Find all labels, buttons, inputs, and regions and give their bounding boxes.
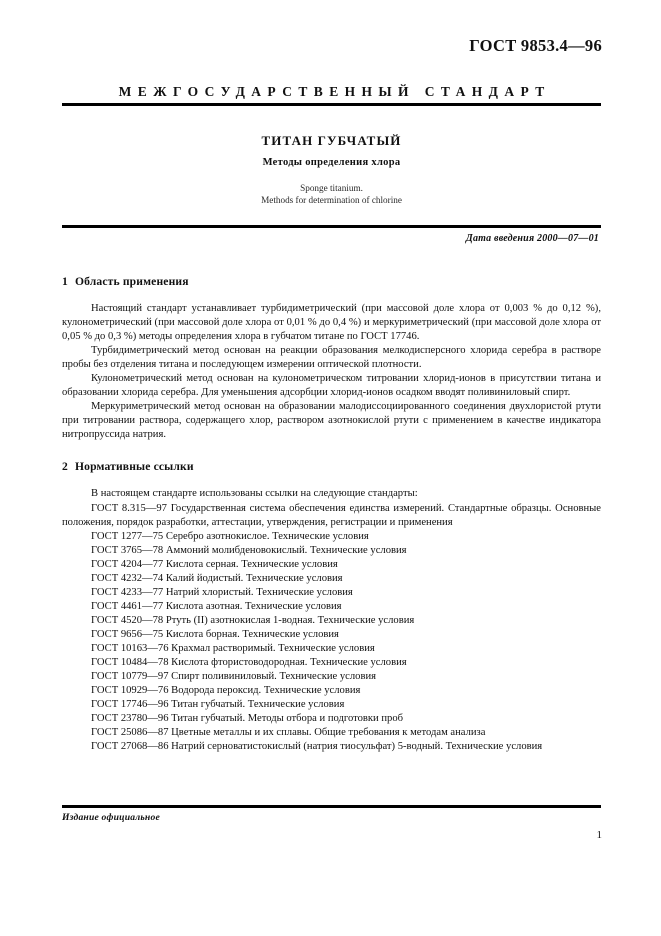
date-rule — [62, 225, 601, 228]
list-item: ГОСТ 10484—78 Кислота фтористоводородная. Технические условия — [91, 657, 407, 669]
list-item: ГОСТ 9656—75 Кислота борная. Технические условия — [91, 628, 339, 640]
list-item: ГОСТ 10929—76 Водорода пероксид. Технические условия — [91, 685, 361, 697]
list-item: ГОСТ 4520—78 Ртуть (II) азотнокислая 1-водная. Технические условия — [91, 614, 415, 626]
list-item: ГОСТ 4232—74 Калий йодистый. Технические условия — [91, 572, 343, 584]
section-number-scope: 1 — [62, 275, 68, 288]
document-body — [62, 275, 601, 754]
introduction-date: Дата введения 2000—07—01 — [465, 233, 599, 244]
section-title-references: Нормативные ссылки — [74, 460, 194, 474]
list-item: ГОСТ 25086—87 Цветные металлы и их сплавы. Общие требования к методам анализа — [91, 727, 486, 739]
gost-reference-list — [62, 502, 601, 755]
scope-paragraph: Меркуриметрический метод основан на образовании малодиссоциированного соединения двухлористой ртути при титровании раствора, содержащего хлор, раствором азотнокислой ртути с применением в качестве индикатора нитропруссида натрия. — [62, 401, 601, 441]
scope-paragraph: Турбидиметрический метод основан на реакции образования мелкодисперсного хлорида серебра в растворе пробы без отделения титана и последующем измерении оптической плотности. — [62, 345, 601, 371]
list-item: ГОСТ 17746—96 Титан губчатый. Технические условия — [91, 699, 345, 711]
page-title: ТИТАН ГУБЧАТЫЙ — [261, 133, 402, 148]
document-banner: МЕЖГОСУДАРСТВЕННЫЙ СТАНДАРТ — [118, 84, 551, 99]
list-item: ГОСТ 8.315—97 Государственная система обеспечения единства измерений. Стандартные образцы. Основные положения, порядок разработки, аттестации, утверждения, регистрации и применения — [62, 502, 601, 528]
list-item: ГОСТ 10163—76 Крахмал растворимый. Технические условия — [91, 642, 375, 654]
footer-rule — [62, 805, 601, 808]
section-heading-scope — [62, 275, 601, 288]
section-title-scope: Область применения — [74, 275, 189, 288]
list-item: ГОСТ 10779—97 Спирт поливиниловый. Технические условия — [91, 671, 377, 683]
scope-paragraph: Настоящий стандарт устанавливает турбидиметрический (при массовой доле хлора от 0,003 % до 0,12 %), кулонометрический (при массовой доле хлора от 0,01 % до 0,4 %) и меркуриметрический (при массовой доле хлора от 0,05 % до 0,3 %) методы определения хлора в губчатом титане по ГОСТ 17746. — [62, 303, 601, 343]
section-heading-references — [62, 460, 601, 473]
page-subtitle: Методы определения хлора — [262, 157, 401, 168]
english-title — [62, 182, 601, 207]
official-edition-note: Издание официальное — [62, 812, 160, 823]
list-item: ГОСТ 27068—86 Натрий серноватистокислый (натрия тиосульфат) 5-водный. Технические условия — [91, 741, 543, 753]
references-intro: В настоящем стандарте использованы ссылки на следующие стандарты: — [91, 488, 418, 500]
list-item: ГОСТ 1277—75 Серебро азотнокислое. Технические условия — [91, 530, 369, 542]
english-title-line1: Sponge titanium. — [300, 183, 363, 193]
banner-rule — [62, 103, 601, 106]
scope-paragraph: Кулонометрический метод основан на кулонометрическом титровании хлорид-ионов в присутствии титана и образовании хлорида серебра. Для уменьшения адсорбции хлорид-ионов осадком вводят поливиниловый спирт. — [62, 373, 601, 399]
english-title-line2: Methods for determination of chlorine — [261, 195, 402, 206]
page-number: 1 — [596, 829, 602, 841]
list-item: ГОСТ 4204—77 Кислота серная. Технические условия — [91, 558, 338, 570]
list-item: ГОСТ 4461—77 Кислота азотная. Технические условия — [91, 600, 342, 612]
list-item: ГОСТ 4233—77 Натрий хлористый. Технические условия — [91, 586, 353, 598]
section-number-references: 2 — [62, 460, 68, 474]
list-item: ГОСТ 3765—78 Аммоний молибденовокислый. Технические условия — [91, 544, 407, 556]
list-item: ГОСТ 23780—96 Титан губчатый. Методы отбора и подготовки проб — [91, 713, 404, 725]
standard-number: ГОСТ 9853.4—96 — [469, 36, 602, 55]
